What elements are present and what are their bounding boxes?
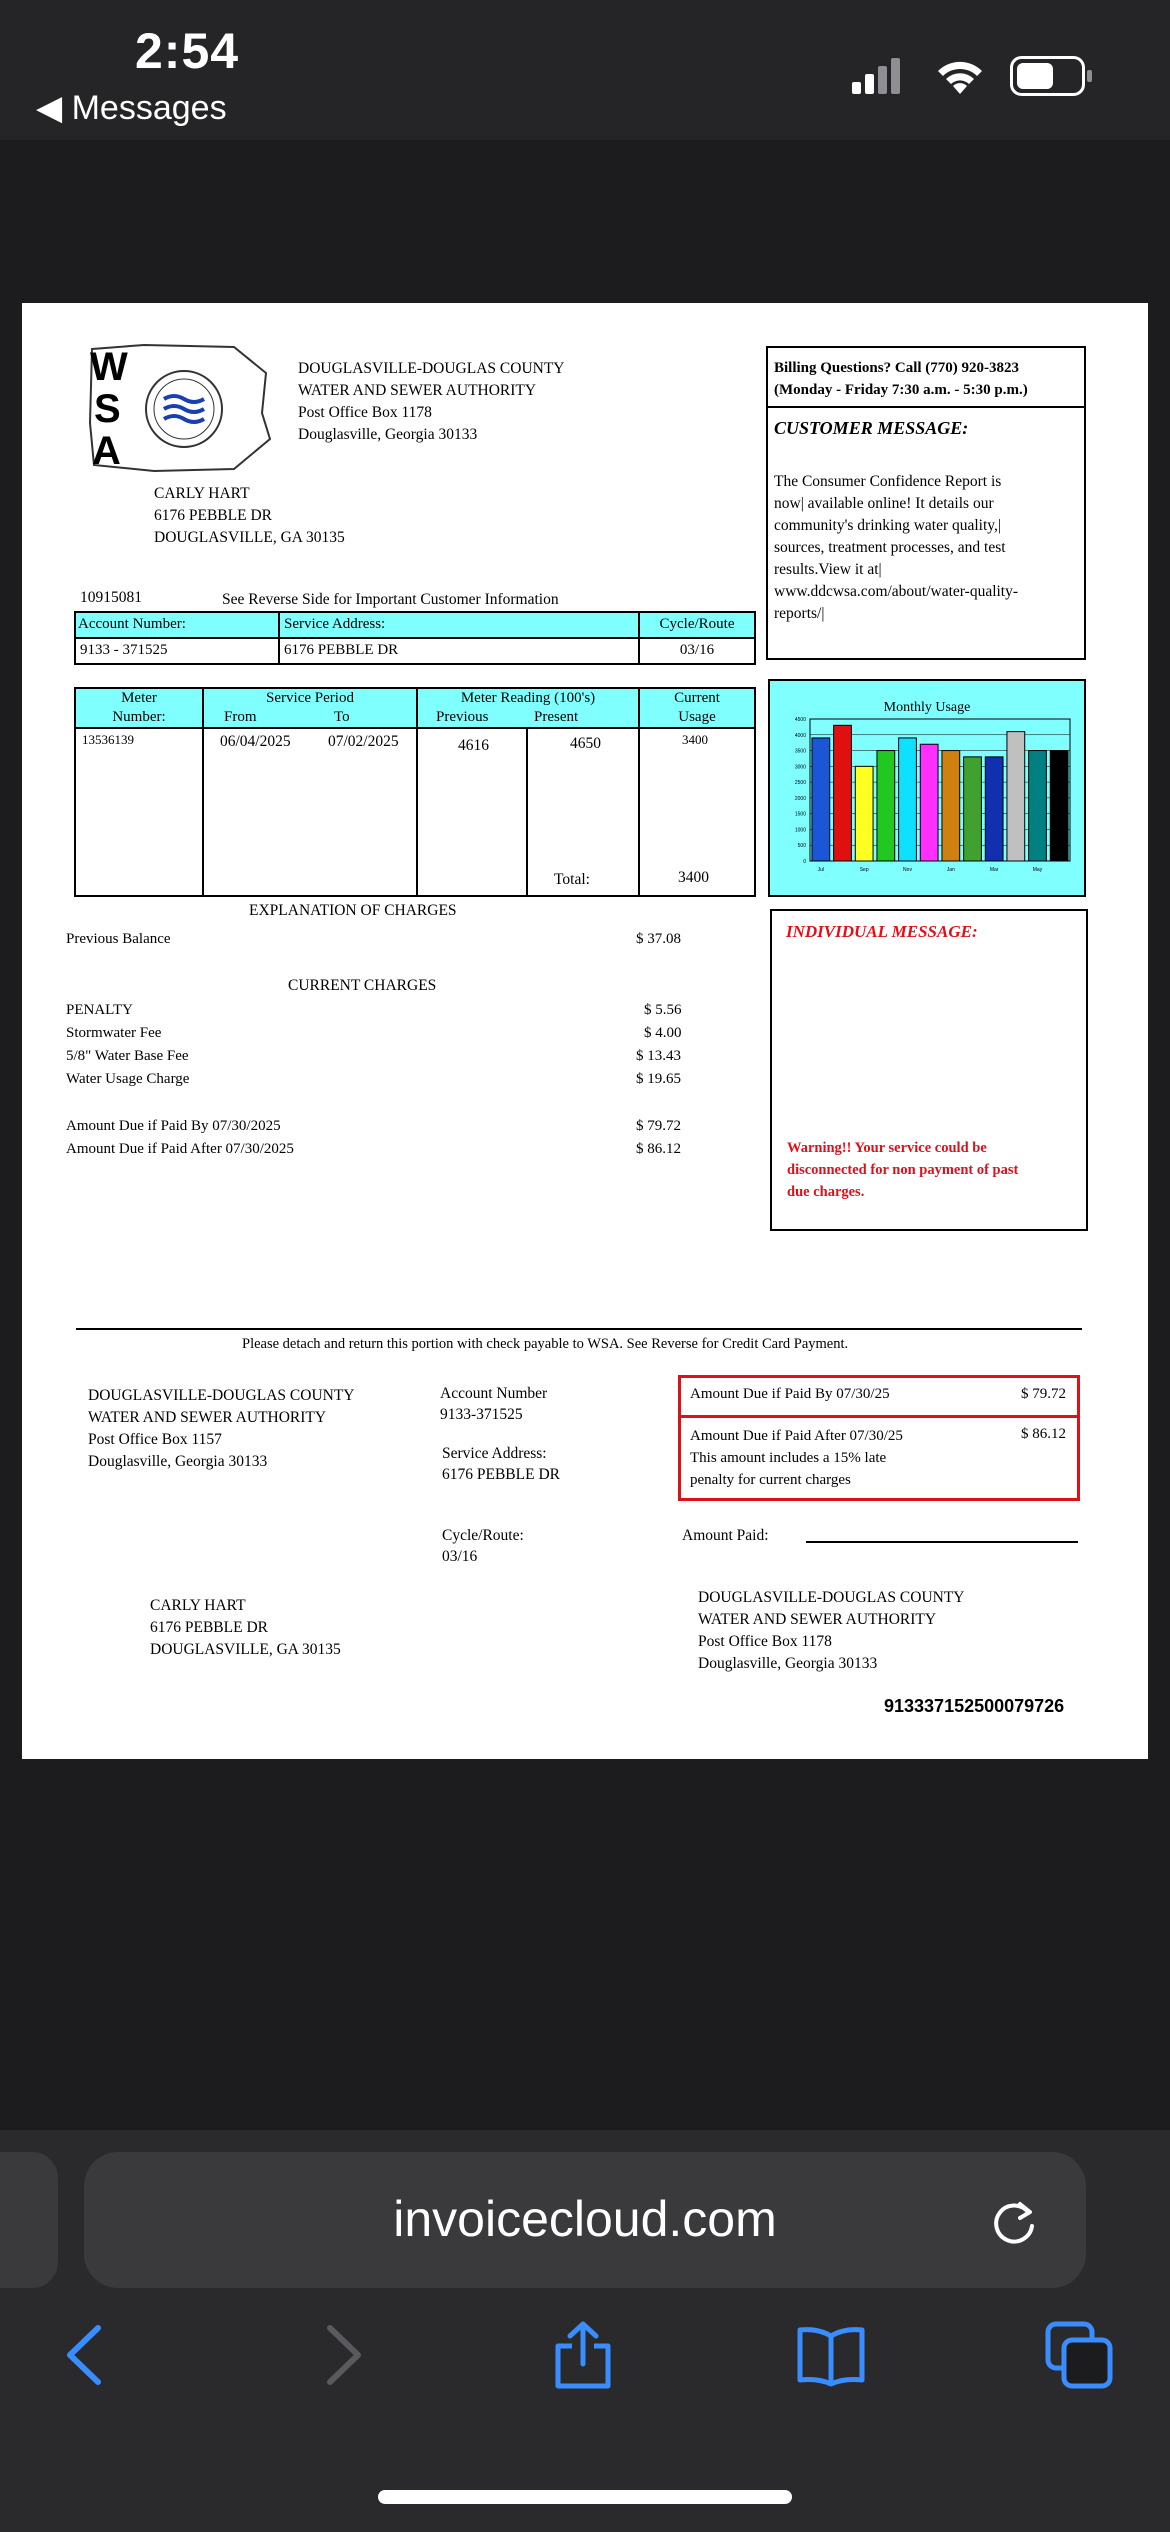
total-label: Total: <box>554 871 590 888</box>
y-tick-label: 1000 <box>794 827 806 834</box>
amount-due-after-value: $ 86.12 <box>636 1141 681 1157</box>
account-number-header: Account Number: <box>74 611 280 639</box>
stub-amount-divider <box>678 1415 1080 1418</box>
authority-line4: Douglasville, Georgia 30133 <box>298 426 478 443</box>
customer-message-line: results.View it at| <box>774 561 882 578</box>
stub-customer-street: 6176 PEBBLE DR <box>150 1619 268 1636</box>
y-tick-label: 3000 <box>794 764 806 771</box>
tabs-icon[interactable] <box>1044 2320 1114 2390</box>
stub-account-label: Account Number <box>440 1385 548 1402</box>
water-bill-document <box>22 303 1148 1759</box>
stub-account-value: 9133-371525 <box>440 1406 523 1423</box>
y-tick-label: 500 <box>797 843 806 850</box>
current-usage-header: Current Usage <box>638 687 756 729</box>
stub-due-after-label: Amount Due if Paid After 07/30/25 <box>690 1428 903 1444</box>
status-bar <box>0 0 1170 140</box>
stub-due-after-note: This amount includes a 15% late <box>690 1450 887 1466</box>
x-tick-label: Jan <box>946 867 955 873</box>
stub-customer-name: CARLY HART <box>150 1597 246 1614</box>
back-to-messages-button[interactable] <box>36 88 227 128</box>
charge-label: Water Usage Charge <box>66 1071 190 1087</box>
reload-icon[interactable] <box>984 2192 1044 2252</box>
usage-value: 3400 <box>682 732 708 747</box>
y-tick-label: 4500 <box>794 717 806 723</box>
usage-bar <box>834 725 852 861</box>
back-label: Messages <box>71 89 227 127</box>
reading-divider <box>526 727 528 897</box>
back-icon[interactable] <box>52 2320 122 2390</box>
authority-line3: Post Office Box 1178 <box>298 404 432 421</box>
remit-line1: DOUGLASVILLE-DOUGLAS COUNTY <box>698 1589 965 1606</box>
usage-bar <box>985 757 1003 861</box>
authority-line2: WATER AND SEWER AUTHORITY <box>298 382 537 399</box>
y-tick-label: 0 <box>803 859 806 865</box>
stub-address-value: 6176 PEBBLE DR <box>442 1466 560 1483</box>
customer-message-title: CUSTOMER MESSAGE: <box>774 418 969 438</box>
stub-due-by-label: Amount Due if Paid By 07/30/25 <box>690 1386 890 1402</box>
previous-balance-label: Previous Balance <box>66 931 171 947</box>
charge-label: 5/8" Water Base Fee <box>66 1048 189 1064</box>
usage-bar <box>964 757 982 861</box>
usage-bar <box>899 738 917 861</box>
forward-icon[interactable] <box>306 2320 376 2390</box>
customer-message-line: reports/| <box>774 605 825 622</box>
authority-line1: DOUGLASVILLE-DOUGLAS COUNTY <box>298 360 565 377</box>
cycle-route-value: 03/16 <box>638 637 756 665</box>
previous-tab-preview[interactable] <box>0 2152 58 2288</box>
stub-due-after-note: penalty for current charges <box>690 1472 851 1488</box>
remit-line3: Post Office Box 1178 <box>698 1633 832 1650</box>
stub-sender-line4: Douglasville, Georgia 30133 <box>88 1453 268 1470</box>
service-address-header: Service Address: <box>278 611 640 639</box>
total-usage-value: 3400 <box>678 869 709 886</box>
stub-address-label: Service Address: <box>442 1445 547 1462</box>
stub-due-after-amount: $ 86.12 <box>1021 1426 1066 1442</box>
service-period-header: Service Period From To <box>202 687 418 729</box>
cycle-route-header: Cycle/Route <box>638 611 756 639</box>
meter-number-header: Meter Number: <box>74 687 204 729</box>
previous-reading-value: 4616 <box>458 737 489 754</box>
url-text: invoicecloud.com <box>393 2191 777 2247</box>
current-charges-title: CURRENT CHARGES <box>288 977 437 994</box>
customer-message-line: community's drinking water quality,| <box>774 517 1002 534</box>
period-to-value: 07/02/2025 <box>328 733 399 750</box>
logo-letter-s: S <box>94 387 121 431</box>
billing-questions-hours: (Monday - Friday 7:30 a.m. - 5:30 p.m.) <box>774 382 1028 398</box>
warning-line: due charges. <box>787 1184 865 1200</box>
x-tick-label: Mar <box>989 867 999 873</box>
barcode-number: 913337152500079726 <box>884 1696 1065 1716</box>
individual-message-title: INDIVIDUAL MESSAGE: <box>786 922 978 941</box>
charge-amount: $ 13.43 <box>636 1048 681 1064</box>
stub-due-by-amount: $ 79.72 <box>1021 1386 1066 1402</box>
usage-bar <box>877 751 895 861</box>
amount-due-by-value: $ 79.72 <box>636 1118 681 1134</box>
usage-bar <box>812 738 830 861</box>
customer-city: DOUGLASVILLE, GA 30135 <box>154 529 345 546</box>
wifi-icon <box>934 56 986 96</box>
charge-label: PENALTY <box>66 1002 133 1018</box>
warning-line: disconnected for non payment of past <box>787 1162 1019 1178</box>
billing-questions-phone: Billing Questions? Call (770) 920-3823 <box>774 360 1020 376</box>
usage-bar <box>1007 732 1025 861</box>
home-indicator <box>378 2490 792 2504</box>
amount-due-by-label: Amount Due if Paid By 07/30/2025 <box>66 1118 281 1134</box>
chart-title: Monthly Usage <box>883 700 971 715</box>
usage-bar <box>1050 751 1068 861</box>
amount-paid-line[interactable] <box>806 1541 1078 1543</box>
meter-reading-column <box>416 727 640 897</box>
amount-paid-label: Amount Paid: <box>682 1527 769 1544</box>
customer-name: CARLY HART <box>154 485 250 502</box>
account-number-value: 9133 - 371525 <box>74 637 280 665</box>
share-icon[interactable] <box>548 2320 618 2390</box>
charge-amount: $ 19.65 <box>636 1071 681 1087</box>
usage-bar <box>920 744 938 861</box>
customer-message-line: now| available online! It details our <box>774 495 994 512</box>
customer-message-line: The Consumer Confidence Report is <box>774 473 1002 490</box>
period-from-value: 06/04/2025 <box>220 733 291 750</box>
y-tick-label: 2000 <box>794 795 806 802</box>
warning-line: Warning!! Your service could be <box>787 1140 987 1156</box>
y-tick-label: 1500 <box>794 811 806 818</box>
amount-due-after-label: Amount Due if Paid After 07/30/2025 <box>66 1141 294 1157</box>
stub-sender-line1: DOUGLASVILLE-DOUGLAS COUNTY <box>88 1387 355 1404</box>
stub-sender-line3: Post Office Box 1157 <box>88 1431 222 1448</box>
charge-amount: $ 5.56 <box>644 1002 682 1018</box>
y-tick-label: 4000 <box>794 732 806 739</box>
reverse-side-note: See Reverse Side for Important Customer Information <box>222 591 559 608</box>
x-tick-label: Nov <box>903 867 912 873</box>
x-tick-label: Jul <box>817 867 825 873</box>
logo-letter-w: W <box>90 345 128 389</box>
explanation-title: EXPLANATION OF CHARGES <box>249 902 457 919</box>
bill-number: 10915081 <box>80 589 142 606</box>
remit-line4: Douglasville, Georgia 30133 <box>698 1655 878 1672</box>
present-reading-value: 4650 <box>570 735 601 752</box>
detach-line <box>76 1328 1082 1330</box>
stub-sender-line2: WATER AND SEWER AUTHORITY <box>88 1409 327 1426</box>
x-tick-label: Sep <box>859 867 869 873</box>
usage-bar <box>855 766 873 861</box>
customer-message-line: sources, treatment processes, and test <box>774 539 1006 556</box>
remit-line2: WATER AND SEWER AUTHORITY <box>698 1611 937 1628</box>
usage-bar <box>1029 751 1047 861</box>
charge-amount: $ 4.00 <box>644 1025 682 1041</box>
stub-cycle-label: Cycle/Route: <box>442 1527 524 1544</box>
detach-note: Please detach and return this portion with check payable to WSA. See Reverse for Credit Card Payment. <box>242 1336 849 1352</box>
charge-label: Stormwater Fee <box>66 1025 162 1041</box>
monthly-usage-chart <box>768 679 1086 897</box>
logo-letter-a: A <box>92 429 121 473</box>
cellular-signal-icon <box>852 58 902 94</box>
y-tick-label: 2500 <box>794 780 806 787</box>
clock: 2:54 <box>135 23 240 79</box>
bookmarks-icon[interactable] <box>796 2320 866 2390</box>
meter-number-value: 13536139 <box>82 732 134 747</box>
battery-icon <box>1010 56 1094 96</box>
usage-bar <box>942 751 960 861</box>
service-address-value: 6176 PEBBLE DR <box>278 637 640 665</box>
y-tick-label: 3500 <box>794 748 806 755</box>
meter-number-column <box>74 727 204 897</box>
previous-balance-amount: $ 37.08 <box>636 931 681 947</box>
x-tick-label: May <box>1032 867 1043 873</box>
stub-customer-city: DOUGLASVILLE, GA 30135 <box>150 1641 341 1658</box>
address-bar[interactable] <box>84 2152 1086 2288</box>
stub-cycle-value: 03/16 <box>442 1548 478 1565</box>
customer-street: 6176 PEBBLE DR <box>154 507 272 524</box>
meter-reading-header: Meter Reading (100's) Previous Present <box>416 687 640 729</box>
back-arrow-icon: ◀ <box>36 89 63 127</box>
customer-message-line: www.ddcwsa.com/about/water-quality- <box>774 583 1019 600</box>
